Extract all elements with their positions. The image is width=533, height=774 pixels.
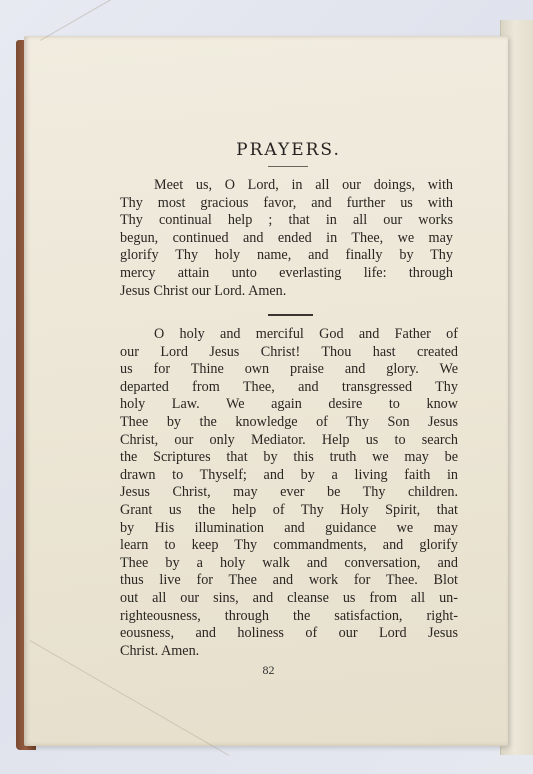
prayer-2-line: Christ. Amen.: [120, 642, 200, 659]
title-underline: [268, 166, 308, 167]
prayer-2-line: by His illumination and guidance we may: [120, 519, 458, 536]
prayer-2-line: the Scriptures that by this truth we may be: [120, 449, 458, 466]
page-title: PRAYERS.: [236, 140, 341, 160]
prayer-2-line: Thee by a holy walk and conversation, and: [120, 554, 458, 571]
section-divider: [268, 314, 313, 316]
prayer-2-line: departed from Thee, and transgressed Thy: [120, 378, 458, 395]
prayer-2-line: Grant us the help of Thy Holy Spirit, that: [120, 501, 458, 518]
prayer-1-line: Meet us, O Lord, in all our doings, with: [154, 177, 453, 193]
prayer-1: [120, 177, 453, 300]
prayer-1-line: Thy continual help ; that in all our works: [120, 212, 453, 229]
prayer-2-line: drawn to Thyself; and by a living faith in: [120, 466, 458, 483]
prayer-2-line: learn to keep Thy commandments, and glorify: [120, 537, 458, 554]
prayer-1-line: Thy most gracious favor, and further us with: [120, 194, 453, 211]
prayer-1-line: glorify Thy holy name, and finally by Thy: [120, 247, 453, 264]
prayer-2-line: thus live for Thee and work for Thee. Blot: [120, 572, 458, 589]
prayer-2-line: eousness, and holiness of our Lord Jesus: [120, 625, 458, 642]
page-crease-top: [40, 0, 240, 41]
prayer-2-line: righteousness, through the satisfaction, right-: [120, 607, 458, 624]
prayer-2-line: our Lord Jesus Christ! Thou hast created: [120, 343, 458, 360]
prayer-2-line: holy Law. We again desire to know: [120, 396, 458, 413]
page-number: 82: [262, 663, 275, 677]
prayer-1-line: Jesus Christ our Lord. Amen.: [120, 282, 287, 299]
prayer-2-line: Thee by the knowledge of Thy Son Jesus: [120, 413, 458, 430]
prayer-2-line: Jesus Christ, may ever be Thy children.: [120, 484, 458, 501]
prayer-1-line: mercy attain unto everlasting life: through: [120, 264, 453, 281]
prayer-2-line: us for Thine own praise and glory. We: [120, 361, 458, 378]
prayer-2-line: Christ, our only Mediator. Help us to search: [120, 431, 458, 448]
prayer-2-line: out all our sins, and cleanse us from all un-: [120, 589, 458, 606]
prayer-2: [120, 326, 458, 660]
prayer-1-line: begun, continued and ended in Thee, we may: [120, 229, 453, 246]
prayer-2-line: O holy and merciful God and Father of: [154, 326, 458, 342]
